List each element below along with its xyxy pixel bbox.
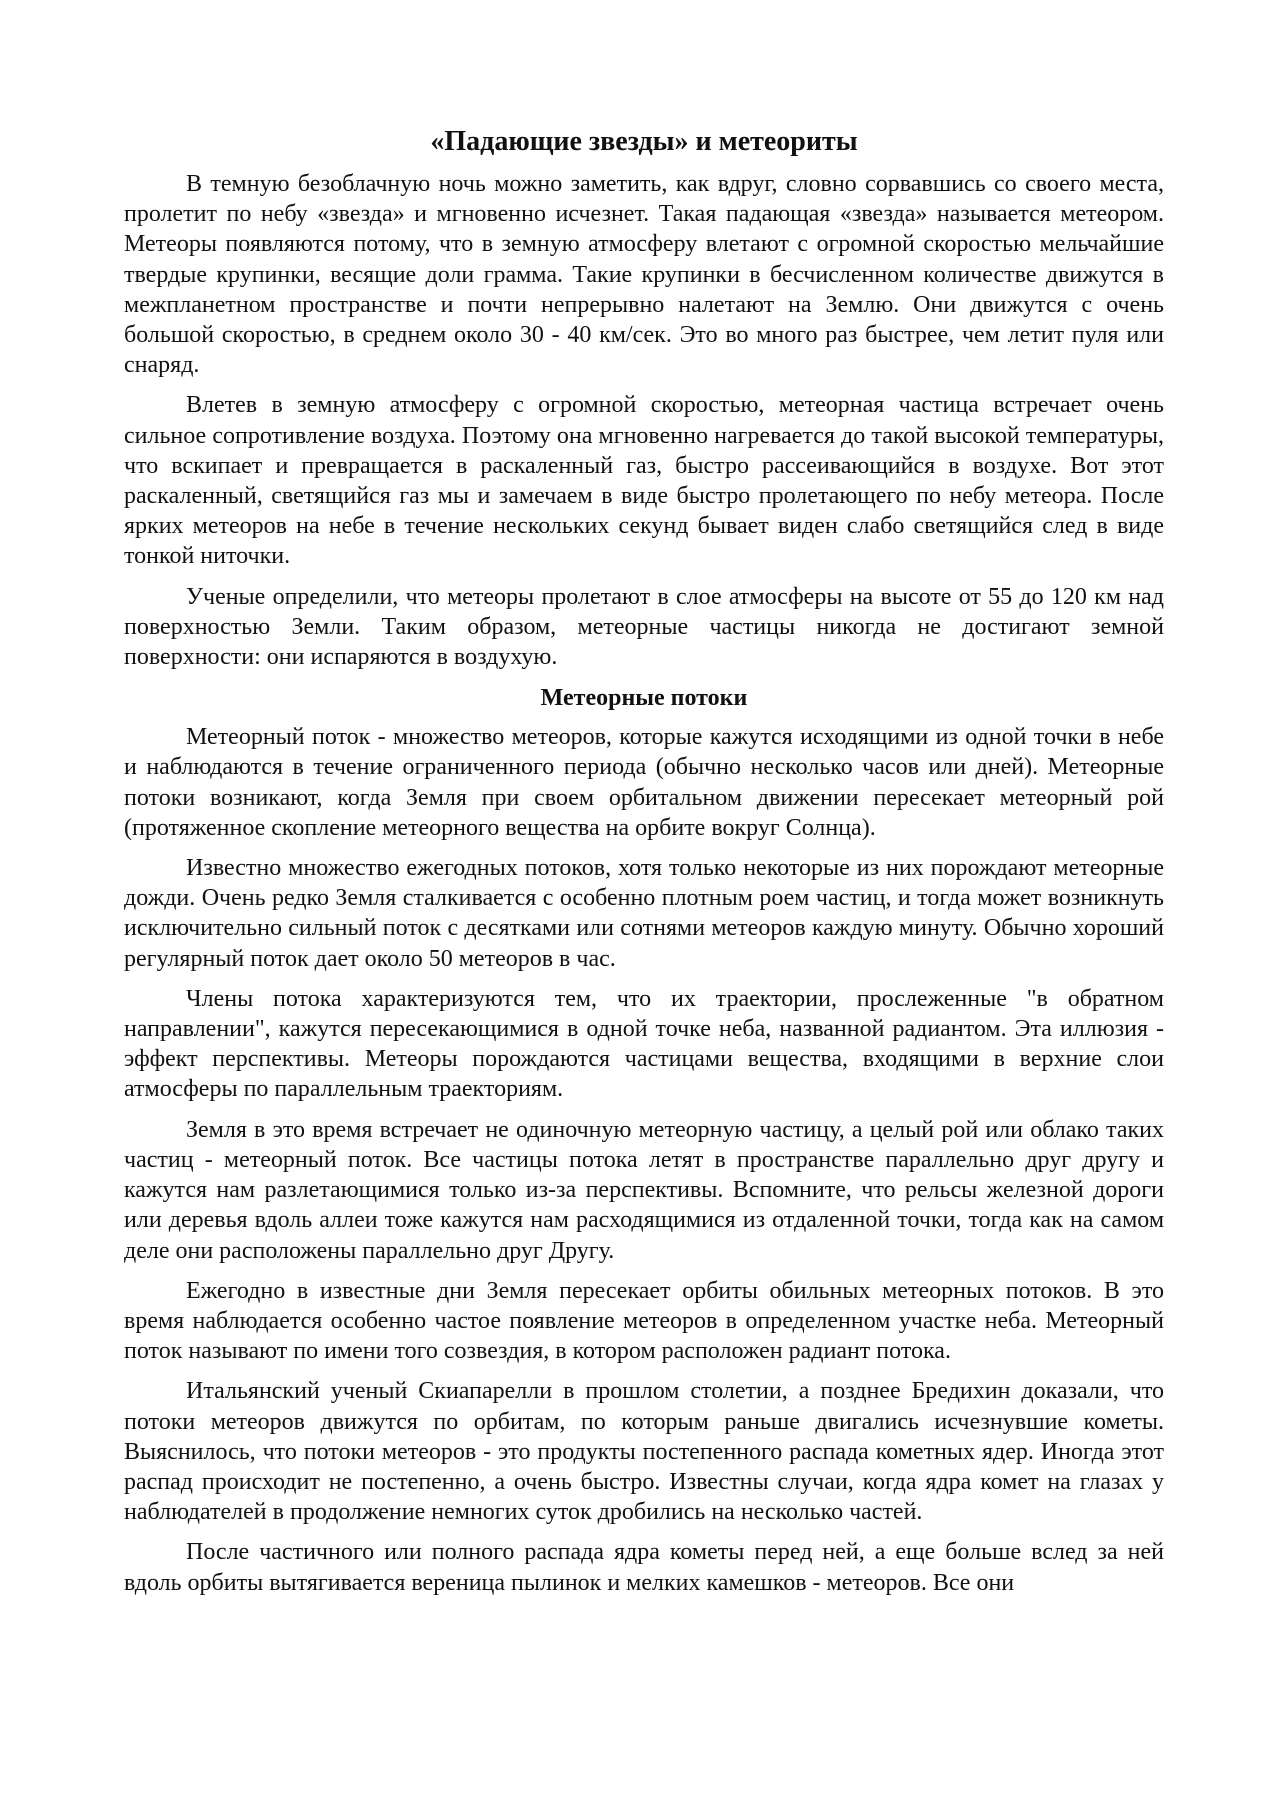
page-title: «Падающие звезды» и метеориты [430, 126, 858, 157]
section-heading: Метеорные потоки [540, 685, 748, 712]
paragraph-section-3: Члены потока характеризуются тем, что их траектории, прослеженные "в обратном направлении", кажутся пересекающимися в одной точке неба, названной радиантом. Эта иллюзия - эффект перспективы. Метеоры порождаются частицами вещества, входящими в верхние слои атмосферы по параллельным траекториям. [124, 985, 1164, 1103]
paragraph-section-2: Известно множество ежегодных потоков, хотя только некоторые из них порождают метеорные дожди. Очень редко Земля сталкивается с особенно плотным роем частиц, и тогда может возникнуть исключительно сильный поток с десятками или сотнями метеоров каждую минуту. Обычно хороший регулярный поток дает около 50 метеоров в час. [124, 855, 1164, 972]
paragraph-section-7: После частичного или полного распада ядра кометы перед ней, а еще больше вслед за ней вдоль орбиты вытягивается вереница пылинок и мелких камешков - метеоров. Все они [124, 1539, 1164, 1596]
paragraph-section-5: Ежегодно в известные дни Земля пересекает орбиты обильных метеорных потоков. В это время наблюдается особенно частое появление метеоров в определенном участке неба. Метеорный поток называют по имени того созвездия, в котором расположен радиант потока. [124, 1277, 1164, 1365]
paragraph-intro-2: Влетев в земную атмосферу с огромной скоростью, метеорная частица встречает очень сильное сопротивление воздуха. Поэтому она мгновенно нагревается до такой высокой температуры, что вскипает и превращается в раскаленный газ, быстро рассеивающийся в воздухе. Вот этот раскаленный, светящийся газ мы и замечаем в виде быстро пролетающего по небу метеора. После ярких метеоров на небе в течение нескольких секунд бывает виден слабо светящийся след в виде тонкой ниточки. [124, 392, 1164, 570]
paragraph-section-6: Итальянский ученый Скиапарелли в прошлом столетии, а позднее Бредихин доказали, что потоки метеоров движутся по орбитам, по которым раньше двигались исчезнувшие кометы. Выяснилось, что потоки метеоров - это продукты постепенного распада кометных ядер. Иногда этот распад происходит не постепенно, а очень быстро. Известны случаи, когда ядра комет на глазах у наблюдателей в продолжение немногих суток дробились на несколько частей. [124, 1378, 1164, 1526]
paragraph-section-4: Земля в это время встречает не одиночную метеорную частицу, а целый рой или облако таких частиц - метеорный поток. Все частицы потока летят в пространстве параллельно друг другу и кажутся нам разлетающимися только из-за перспективы. Вспомните, что рельсы железной дороги или деревья вдоль аллеи тоже кажутся нам расходящимися из отдаленной точки, тогда как на самом деле они расположены параллельно друг Другу. [124, 1116, 1164, 1264]
document-body [124, 124, 1164, 1608]
paragraph-intro-3: Ученые определили, что метеоры пролетают в слое атмосферы на высоте от 55 до 120 км над поверхностью Земли. Таким образом, метеорные частицы никогда не достигают земной поверхности: они испаряются в воздухую. [124, 583, 1164, 671]
paragraph-intro-1: В темную безоблачную ночь можно заметить, как вдруг, словно сорвавшись со своего места, пролетит по небу «звезда» и мгновенно исчезнет. Такая падающая «звезда» называется метеором. Метеоры появляются потому, что в земную атмосферу влетают с огромной скоростью мельчайшие твердые крупинки, весящие доли грамма. Такие крупинки в бесчисленном количестве движутся в межпланетном пространстве и почти непрерывно налетают на Землю. Они движутся с очень большой скоростью, в среднем около 30 - 40 км/сек. Это во много раз быстрее, чем летит пуля или снаряд. [124, 171, 1164, 379]
paragraph-section-1: Метеорный поток - множество метеоров, которые кажутся исходящими из одной точки в небе и наблюдаются в течение ограниченного периода (обычно несколько часов или дней). Метеорные потоки возникают, когда Земля при своем орбитальном движении пересекает метеорный рой (протяженное скопление метеорного вещества на орбите вокруг Солнца). [124, 724, 1164, 841]
